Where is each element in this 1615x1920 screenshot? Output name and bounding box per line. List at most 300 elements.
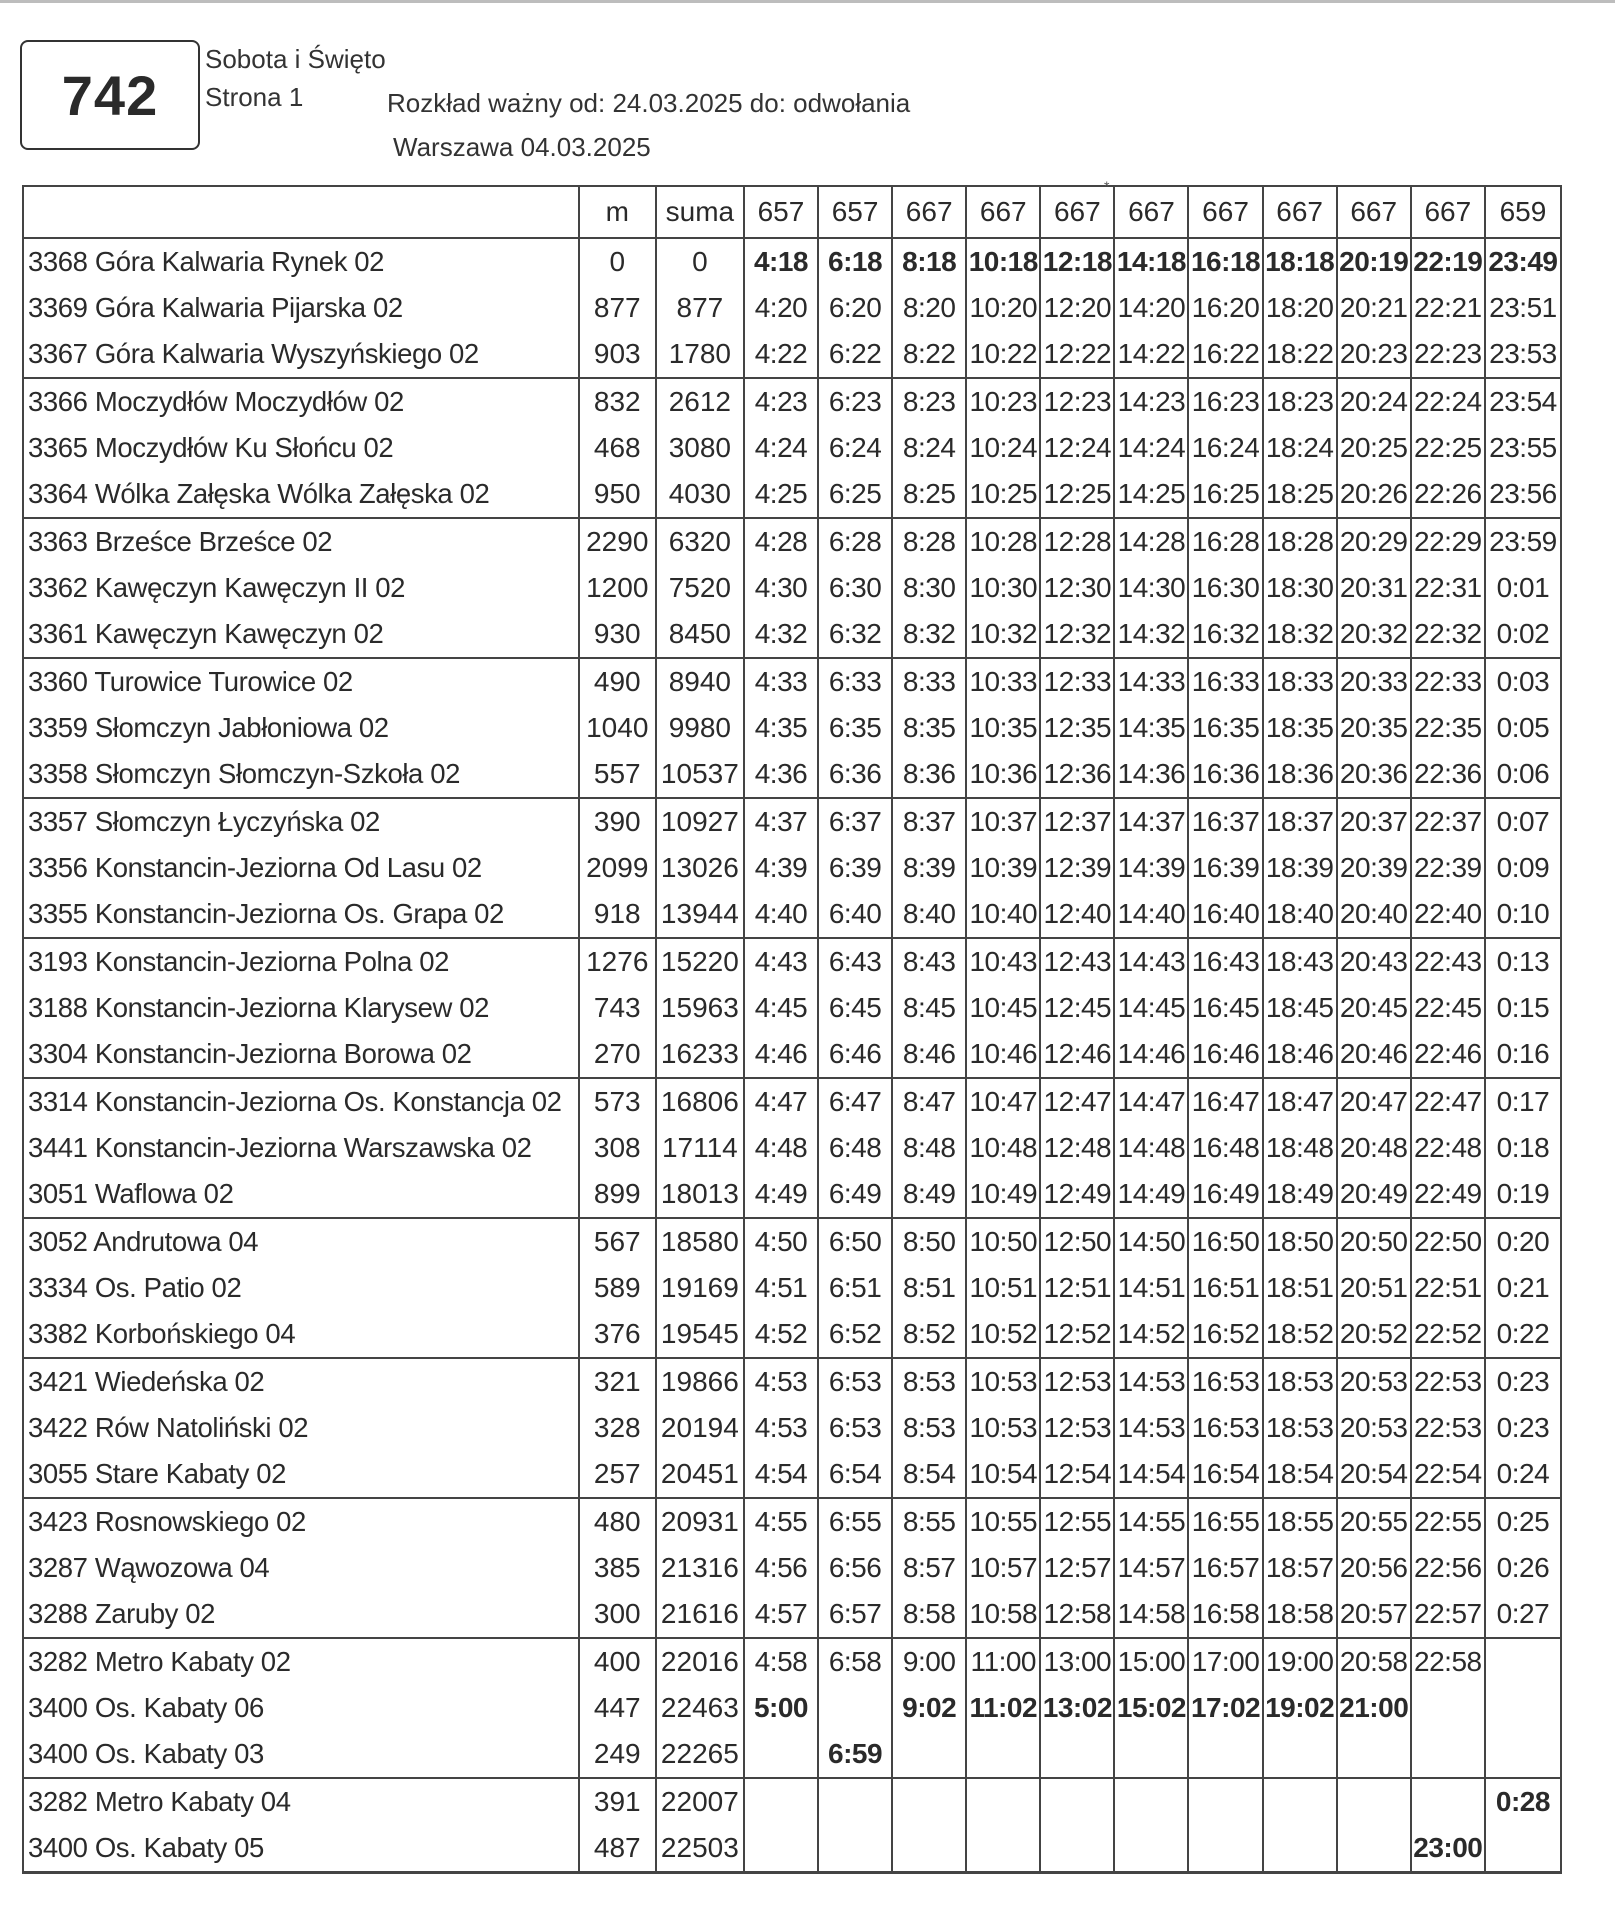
departure-time: 18:25 — [1263, 471, 1337, 518]
departure-time: 22:29 — [1411, 518, 1485, 565]
departure-time: 18:47 — [1263, 1078, 1337, 1125]
departure-time: 10:46 — [966, 1031, 1040, 1078]
table-row — [23, 1311, 1561, 1358]
stop-name: 3382 Korbońskiego 04 — [23, 1311, 579, 1358]
table-row — [23, 705, 1561, 751]
departure-time: 20:35 — [1337, 705, 1411, 751]
departure-time: 6:25 — [818, 471, 892, 518]
departure-time: 8:25 — [892, 471, 966, 518]
distance-sum: 17114 — [656, 1125, 744, 1171]
departure-time: 8:43 — [892, 938, 966, 985]
departure-time: 10:32 — [966, 611, 1040, 658]
departure-time: 18:51 — [1263, 1265, 1337, 1311]
departure-time: 6:33 — [818, 658, 892, 705]
table-row — [23, 1218, 1561, 1265]
distance-sum: 22016 — [656, 1638, 744, 1685]
departure-time: 18:50 — [1263, 1218, 1337, 1265]
departure-time: 16:54 — [1188, 1451, 1262, 1498]
departure-time: 19:00 — [1263, 1638, 1337, 1685]
column-mark: * — [1104, 178, 1110, 194]
distance-sum: 22265 — [656, 1731, 744, 1778]
departure-time: 8:53 — [892, 1405, 966, 1451]
departure-time: 12:46 — [1040, 1031, 1114, 1078]
departure-time: 6:22 — [818, 331, 892, 378]
stop-name: 3364 Wólka Załęska Wólka Załęska 02 — [23, 471, 579, 518]
departure-time: 6:30 — [818, 565, 892, 611]
distance-m: 589 — [579, 1265, 656, 1311]
departure-time: 10:22 — [966, 331, 1040, 378]
departure-time: 6:32 — [818, 611, 892, 658]
departure-time — [892, 1825, 966, 1873]
departure-time: 11:00 — [966, 1638, 1040, 1685]
departure-time: 23:49 — [1485, 238, 1561, 285]
day-type-label: Sobota i Święto — [205, 44, 386, 74]
departure-time: 4:45 — [744, 985, 818, 1031]
distance-m: 321 — [579, 1358, 656, 1405]
stop-name: 3358 Słomczyn Słomczyn-Szkoła 02 — [23, 751, 579, 798]
departure-time: 22:35 — [1411, 705, 1485, 751]
departure-time: 12:52 — [1040, 1311, 1114, 1358]
departure-time: 0:16 — [1485, 1031, 1561, 1078]
distance-sum: 7520 — [656, 565, 744, 611]
departure-time: 22:48 — [1411, 1125, 1485, 1171]
departure-time — [744, 1731, 818, 1778]
departure-time: 18:48 — [1263, 1125, 1337, 1171]
header-course: 657 — [818, 186, 892, 238]
departure-time: 14:50 — [1114, 1218, 1188, 1265]
departure-time: 6:59 — [818, 1731, 892, 1778]
departure-time: 18:37 — [1263, 798, 1337, 845]
departure-time: 14:23 — [1114, 378, 1188, 425]
table-row — [23, 1405, 1561, 1451]
departure-time: 10:40 — [966, 891, 1040, 938]
departure-time: 6:39 — [818, 845, 892, 891]
departure-time: 16:58 — [1188, 1591, 1262, 1638]
departure-time: 10:51 — [966, 1265, 1040, 1311]
departure-time: 10:25 — [966, 471, 1040, 518]
departure-time: 20:19 — [1337, 238, 1411, 285]
distance-m: 743 — [579, 985, 656, 1031]
departure-time: 8:58 — [892, 1591, 966, 1638]
stop-name: 3055 Stare Kabaty 02 — [23, 1451, 579, 1498]
distance-m: 391 — [579, 1778, 656, 1825]
distance-m: 2290 — [579, 518, 656, 565]
stop-name: 3421 Wiedeńska 02 — [23, 1358, 579, 1405]
table-row — [23, 565, 1561, 611]
departure-time: 22:45 — [1411, 985, 1485, 1031]
distance-m: 376 — [579, 1311, 656, 1358]
departure-time — [818, 1685, 892, 1731]
departure-time: 20:23 — [1337, 331, 1411, 378]
departure-time: 4:36 — [744, 751, 818, 798]
departure-time: 20:40 — [1337, 891, 1411, 938]
departure-time: 4:53 — [744, 1358, 818, 1405]
departure-time: 0:03 — [1485, 658, 1561, 705]
departure-time: 0:06 — [1485, 751, 1561, 798]
departure-time: 12:50 — [1040, 1218, 1114, 1265]
departure-time: 0:23 — [1485, 1358, 1561, 1405]
departure-time: 22:37 — [1411, 798, 1485, 845]
distance-sum: 13944 — [656, 891, 744, 938]
departure-time — [1188, 1825, 1262, 1873]
departure-time: 4:37 — [744, 798, 818, 845]
distance-sum: 13026 — [656, 845, 744, 891]
departure-time: 0:27 — [1485, 1591, 1561, 1638]
departure-time: 22:40 — [1411, 891, 1485, 938]
departure-time: 6:48 — [818, 1125, 892, 1171]
departure-time: 10:28 — [966, 518, 1040, 565]
departure-time: 17:00 — [1188, 1638, 1262, 1685]
distance-sum: 19169 — [656, 1265, 744, 1311]
table-row — [23, 425, 1561, 471]
header-m: m — [579, 186, 656, 238]
departure-time: 4:35 — [744, 705, 818, 751]
departure-time: 15:02 — [1114, 1685, 1188, 1731]
departure-time: 0:15 — [1485, 985, 1561, 1031]
departure-time: 23:54 — [1485, 378, 1561, 425]
departure-time: 20:53 — [1337, 1358, 1411, 1405]
departure-time: 6:57 — [818, 1591, 892, 1638]
distance-sum: 15220 — [656, 938, 744, 985]
departure-time: 10:50 — [966, 1218, 1040, 1265]
departure-time: 6:47 — [818, 1078, 892, 1125]
distance-m: 447 — [579, 1685, 656, 1731]
distance-sum: 3080 — [656, 425, 744, 471]
departure-time: 10:58 — [966, 1591, 1040, 1638]
departure-time: 8:57 — [892, 1545, 966, 1591]
departure-time: 10:23 — [966, 378, 1040, 425]
distance-m: 567 — [579, 1218, 656, 1265]
departure-time: 12:32 — [1040, 611, 1114, 658]
departure-time: 4:22 — [744, 331, 818, 378]
departure-time: 16:23 — [1188, 378, 1262, 425]
table-row — [23, 845, 1561, 891]
departure-time — [892, 1778, 966, 1825]
departure-time: 4:47 — [744, 1078, 818, 1125]
departure-time: 4:49 — [744, 1171, 818, 1218]
departure-time: 22:21 — [1411, 285, 1485, 331]
departure-time: 0:20 — [1485, 1218, 1561, 1265]
departure-time: 8:30 — [892, 565, 966, 611]
departure-time: 12:48 — [1040, 1125, 1114, 1171]
departure-time: 12:25 — [1040, 471, 1114, 518]
distance-m: 490 — [579, 658, 656, 705]
distance-m: 903 — [579, 331, 656, 378]
departure-time: 18:20 — [1263, 285, 1337, 331]
distance-m: 2099 — [579, 845, 656, 891]
departure-time — [1114, 1731, 1188, 1778]
distance-m: 328 — [579, 1405, 656, 1451]
departure-time: 18:46 — [1263, 1031, 1337, 1078]
distance-sum: 22007 — [656, 1778, 744, 1825]
table-row — [23, 1125, 1561, 1171]
distance-sum: 877 — [656, 285, 744, 331]
departure-time: 10:47 — [966, 1078, 1040, 1125]
table-row — [23, 938, 1561, 985]
departure-time: 4:56 — [744, 1545, 818, 1591]
departure-time: 12:35 — [1040, 705, 1114, 751]
departure-time: 8:53 — [892, 1358, 966, 1405]
departure-time: 22:32 — [1411, 611, 1485, 658]
distance-sum: 19866 — [656, 1358, 744, 1405]
departure-time: 16:45 — [1188, 985, 1262, 1031]
table-row — [23, 1545, 1561, 1591]
departure-time: 22:56 — [1411, 1545, 1485, 1591]
departure-time: 10:20 — [966, 285, 1040, 331]
departure-time: 12:33 — [1040, 658, 1114, 705]
departure-time: 12:53 — [1040, 1358, 1114, 1405]
departure-time: 10:18 — [966, 238, 1040, 285]
departure-time: 0:05 — [1485, 705, 1561, 751]
stop-name: 3188 Konstancin-Jeziorna Klarysew 02 — [23, 985, 579, 1031]
departure-time: 23:51 — [1485, 285, 1561, 331]
distance-m: 480 — [579, 1498, 656, 1545]
departure-time: 14:22 — [1114, 331, 1188, 378]
distance-m: 573 — [579, 1078, 656, 1125]
departure-time — [744, 1825, 818, 1873]
departure-time: 10:30 — [966, 565, 1040, 611]
departure-time: 22:46 — [1411, 1031, 1485, 1078]
departure-time — [1411, 1685, 1485, 1731]
departure-time: 0:23 — [1485, 1405, 1561, 1451]
departure-time: 8:23 — [892, 378, 966, 425]
departure-time: 8:37 — [892, 798, 966, 845]
stop-name: 3355 Konstancin-Jeziorna Os. Grapa 02 — [23, 891, 579, 938]
departure-time: 20:53 — [1337, 1405, 1411, 1451]
departure-time: 16:32 — [1188, 611, 1262, 658]
distance-m: 308 — [579, 1125, 656, 1171]
departure-time: 12:51 — [1040, 1265, 1114, 1311]
departure-time: 0:28 — [1485, 1778, 1561, 1825]
departure-time — [818, 1778, 892, 1825]
departure-time: 5:00 — [744, 1685, 818, 1731]
stop-name: 3368 Góra Kalwaria Rynek 02 — [23, 238, 579, 285]
distance-m: 899 — [579, 1171, 656, 1218]
validity-text: Rozkład ważny od: 24.03.2025 do: odwołania — [387, 88, 911, 118]
departure-time: 20:47 — [1337, 1078, 1411, 1125]
departure-time: 16:33 — [1188, 658, 1262, 705]
departure-time: 14:54 — [1114, 1451, 1188, 1498]
stop-name: 3314 Konstancin-Jeziorna Os. Konstancja 02 — [23, 1078, 579, 1125]
distance-m: 1200 — [579, 565, 656, 611]
departure-time: 22:39 — [1411, 845, 1485, 891]
departure-time: 18:33 — [1263, 658, 1337, 705]
departure-time: 20:24 — [1337, 378, 1411, 425]
departure-time: 12:54 — [1040, 1451, 1114, 1498]
departure-time: 16:53 — [1188, 1405, 1262, 1451]
stop-name: 3422 Rów Natoliński 02 — [23, 1405, 579, 1451]
departure-time: 4:18 — [744, 238, 818, 285]
departure-time: 22:24 — [1411, 378, 1485, 425]
departure-time: 20:58 — [1337, 1638, 1411, 1685]
table-row — [23, 1825, 1561, 1873]
departure-time: 10:55 — [966, 1498, 1040, 1545]
table-row — [23, 611, 1561, 658]
departure-time: 10:52 — [966, 1311, 1040, 1358]
stop-name: 3361 Kawęczyn Kawęczyn 02 — [23, 611, 579, 658]
departure-time: 20:51 — [1337, 1265, 1411, 1311]
departure-time: 4:52 — [744, 1311, 818, 1358]
departure-time — [1188, 1778, 1262, 1825]
departure-time: 18:49 — [1263, 1171, 1337, 1218]
table-row — [23, 798, 1561, 845]
distance-sum: 16806 — [656, 1078, 744, 1125]
departure-time: 6:49 — [818, 1171, 892, 1218]
departure-time: 8:39 — [892, 845, 966, 891]
departure-time: 10:54 — [966, 1451, 1040, 1498]
departure-time: 20:26 — [1337, 471, 1411, 518]
departure-time: 6:54 — [818, 1451, 892, 1498]
departure-time: 14:18 — [1114, 238, 1188, 285]
stop-name: 3362 Kawęczyn Kawęczyn II 02 — [23, 565, 579, 611]
distance-m: 557 — [579, 751, 656, 798]
departure-time: 12:43 — [1040, 938, 1114, 985]
departure-time: 6:40 — [818, 891, 892, 938]
departure-time: 4:50 — [744, 1218, 818, 1265]
distance-m: 832 — [579, 378, 656, 425]
departure-time — [1485, 1638, 1561, 1685]
departure-time: 4:39 — [744, 845, 818, 891]
departure-time — [1337, 1778, 1411, 1825]
departure-time: 8:35 — [892, 705, 966, 751]
header-course: 667 — [966, 186, 1040, 238]
stop-name: 3369 Góra Kalwaria Pijarska 02 — [23, 285, 579, 331]
departure-time: 23:00 — [1411, 1825, 1485, 1873]
departure-time: 8:20 — [892, 285, 966, 331]
departure-time: 6:52 — [818, 1311, 892, 1358]
distance-m: 1040 — [579, 705, 656, 751]
departure-time: 12:24 — [1040, 425, 1114, 471]
header-course: 667 — [1411, 186, 1485, 238]
departure-time: 4:28 — [744, 518, 818, 565]
header-course: 667 — [1337, 186, 1411, 238]
departure-time: 10:33 — [966, 658, 1040, 705]
distance-m: 400 — [579, 1638, 656, 1685]
departure-time: 12:58 — [1040, 1591, 1114, 1638]
departure-time: 12:23 — [1040, 378, 1114, 425]
table-row — [23, 378, 1561, 425]
departure-time: 16:37 — [1188, 798, 1262, 845]
departure-time: 18:39 — [1263, 845, 1337, 891]
departure-time: 14:30 — [1114, 565, 1188, 611]
departure-time: 22:51 — [1411, 1265, 1485, 1311]
departure-time — [1263, 1778, 1337, 1825]
departure-time — [1114, 1778, 1188, 1825]
departure-time — [1040, 1731, 1114, 1778]
departure-time — [744, 1778, 818, 1825]
departure-time: 16:50 — [1188, 1218, 1262, 1265]
departure-time: 12:45 — [1040, 985, 1114, 1031]
departure-time: 16:55 — [1188, 1498, 1262, 1545]
stop-name: 3288 Zaruby 02 — [23, 1591, 579, 1638]
departure-time: 16:43 — [1188, 938, 1262, 985]
departure-time: 20:56 — [1337, 1545, 1411, 1591]
timetable-body — [23, 238, 1561, 1873]
departure-time: 10:24 — [966, 425, 1040, 471]
distance-sum: 8940 — [656, 658, 744, 705]
distance-sum: 22463 — [656, 1685, 744, 1731]
departure-time: 18:52 — [1263, 1311, 1337, 1358]
distance-m: 300 — [579, 1591, 656, 1638]
departure-time: 10:45 — [966, 985, 1040, 1031]
departure-time: 0:24 — [1485, 1451, 1561, 1498]
stop-name: 3400 Os. Kabaty 05 — [23, 1825, 579, 1873]
departure-time: 18:43 — [1263, 938, 1337, 985]
departure-time: 22:50 — [1411, 1218, 1485, 1265]
distance-sum: 0 — [656, 238, 744, 285]
departure-time: 20:29 — [1337, 518, 1411, 565]
table-row — [23, 1451, 1561, 1498]
departure-time: 8:55 — [892, 1498, 966, 1545]
departure-time: 12:57 — [1040, 1545, 1114, 1591]
distance-m: 468 — [579, 425, 656, 471]
departure-time: 8:18 — [892, 238, 966, 285]
departure-time: 12:49 — [1040, 1171, 1114, 1218]
departure-time: 12:18 — [1040, 238, 1114, 285]
departure-time: 22:53 — [1411, 1358, 1485, 1405]
departure-time — [1040, 1825, 1114, 1873]
distance-sum: 10537 — [656, 751, 744, 798]
departure-time: 6:28 — [818, 518, 892, 565]
departure-time: 6:55 — [818, 1498, 892, 1545]
departure-time: 20:25 — [1337, 425, 1411, 471]
distance-m: 930 — [579, 611, 656, 658]
header-course: 667 — [1263, 186, 1337, 238]
departure-time: 12:55 — [1040, 1498, 1114, 1545]
departure-time: 14:37 — [1114, 798, 1188, 845]
departure-time: 22:55 — [1411, 1498, 1485, 1545]
departure-time: 0:21 — [1485, 1265, 1561, 1311]
distance-sum: 8450 — [656, 611, 744, 658]
distance-m: 390 — [579, 798, 656, 845]
departure-time: 20:49 — [1337, 1171, 1411, 1218]
departure-time: 14:49 — [1114, 1171, 1188, 1218]
departure-time: 4:20 — [744, 285, 818, 331]
table-row — [23, 1031, 1561, 1078]
departure-time: 8:40 — [892, 891, 966, 938]
stop-name: 3423 Rosnowskiego 02 — [23, 1498, 579, 1545]
departure-time: 4:54 — [744, 1451, 818, 1498]
departure-time: 20:52 — [1337, 1311, 1411, 1358]
departure-time: 4:46 — [744, 1031, 818, 1078]
distance-m: 249 — [579, 1731, 656, 1778]
stop-name: 3304 Konstancin-Jeziorna Borowa 02 — [23, 1031, 579, 1078]
table-row — [23, 1171, 1561, 1218]
distance-m: 1276 — [579, 938, 656, 985]
departure-time: 8:45 — [892, 985, 966, 1031]
departure-time: 20:45 — [1337, 985, 1411, 1031]
header-row — [23, 186, 1561, 238]
departure-time: 8:54 — [892, 1451, 966, 1498]
departure-time: 14:48 — [1114, 1125, 1188, 1171]
departure-time — [966, 1778, 1040, 1825]
departure-time: 18:28 — [1263, 518, 1337, 565]
departure-time: 6:24 — [818, 425, 892, 471]
departure-time: 18:45 — [1263, 985, 1337, 1031]
distance-sum: 18580 — [656, 1218, 744, 1265]
departure-time: 16:46 — [1188, 1031, 1262, 1078]
stop-name: 3367 Góra Kalwaria Wyszyńskiego 02 — [23, 331, 579, 378]
header-course: 659 — [1485, 186, 1561, 238]
departure-time: 20:21 — [1337, 285, 1411, 331]
departure-time: 12:53 — [1040, 1405, 1114, 1451]
departure-time: 17:02 — [1188, 1685, 1262, 1731]
departure-time: 10:57 — [966, 1545, 1040, 1591]
header-stop — [23, 186, 579, 238]
departure-time: 16:52 — [1188, 1311, 1262, 1358]
distance-sum: 21316 — [656, 1545, 744, 1591]
departure-time: 6:37 — [818, 798, 892, 845]
